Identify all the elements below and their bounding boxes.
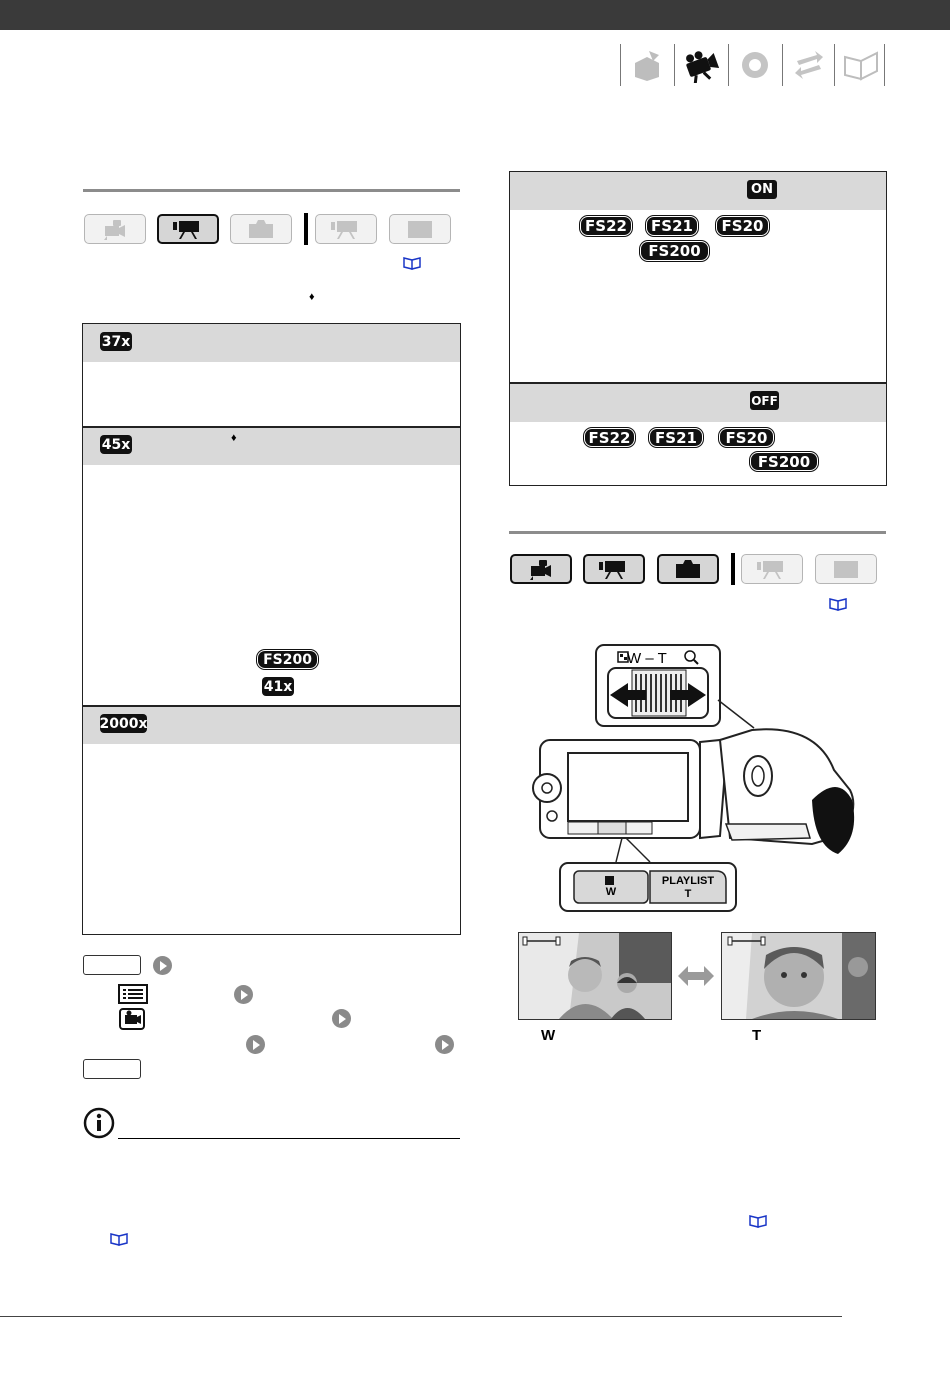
menu-list-icon [118,984,148,1004]
category-separator [834,44,835,86]
book-reference-icon[interactable] [110,1232,128,1246]
next-arrow-icon [234,985,253,1004]
photo-playback-icon [831,558,861,580]
badge-fs21: FS21 [650,429,702,446]
mode-separator [731,553,735,585]
note-rule [118,1138,460,1139]
top-bar [0,0,950,30]
mode-video-playback-button[interactable] [315,214,377,244]
next-arrow-icon [153,956,172,975]
badge-fs22: FS22 [581,217,631,235]
func-key-box[interactable] [83,955,141,975]
arrows-icon[interactable] [784,45,834,85]
camera-setup-icon [118,1007,146,1031]
camera-icon [673,558,703,580]
badge-on: ON [747,180,777,199]
mode-dual-shot-button[interactable] [510,554,572,584]
footer-rule [0,1316,842,1317]
mode-separator [304,213,308,245]
mode-photo-button[interactable] [230,214,292,244]
info-note-icon [82,1106,118,1142]
camcorder-illustration [520,640,860,915]
badge-fs200: FS200 [641,242,708,260]
camera-icon [246,218,276,240]
photo-camera-icon[interactable] [730,45,780,85]
badge-45x: 45x [101,436,131,453]
photo-playback-icon [405,218,435,240]
next-arrow-icon [332,1009,351,1028]
diamond-mark: ♦ [309,291,315,303]
section-rule-left [83,189,460,192]
book-reference-icon[interactable] [829,597,847,611]
mode-photo-button[interactable] [657,554,719,584]
category-separator [884,44,885,86]
wide-angle-photo [518,932,672,1020]
badge-41x: 41x [263,678,293,695]
func-key-box[interactable] [83,1059,141,1079]
badge-fs200: FS200 [751,453,817,470]
next-arrow-icon [246,1035,265,1054]
mode-photo-playback-button[interactable] [815,554,877,584]
movie-camera-icon[interactable] [676,45,726,85]
badge-fs20: FS20 [720,429,773,446]
dual-shot-icon [99,218,131,240]
box-intro-icon[interactable] [622,45,672,85]
section-rule-right [509,531,886,534]
double-arrow-icon [676,964,716,988]
badge-37x: 37x [101,333,131,350]
book-reference-icon[interactable] [749,1214,767,1228]
book-reference-icon[interactable] [403,256,421,270]
dual-shot-icon [525,558,557,580]
badge-fs22: FS22 [585,429,634,446]
badge-fs200: FS200 [258,651,317,668]
zoom-lever-label: W – T [627,650,667,667]
mode-dual-shot-button[interactable] [84,214,146,244]
badge-off: OFF [750,391,779,410]
category-separator [728,44,729,86]
badge-fs20: FS20 [717,217,768,235]
video-playback-icon [329,218,363,240]
mode-video-button[interactable] [583,554,645,584]
category-separator [782,44,783,86]
row-45x-header [83,428,460,465]
diamond-mark: ♦ [231,432,237,444]
video-playback-icon [755,558,789,580]
playlist-label: PLAYLIST [661,875,715,887]
telephoto-photo [721,932,876,1020]
book-icon[interactable] [836,45,886,85]
category-separator [620,44,621,86]
row-37x-header [83,324,460,362]
mode-video-playback-button[interactable] [741,554,803,584]
badge-2000x: 2000x [99,715,148,732]
row-off-header [510,384,886,422]
video-mode-icon [171,218,205,240]
mode-photo-playback-button[interactable] [389,214,451,244]
mode-video-button[interactable] [157,214,219,244]
wide-label: W [541,1027,556,1044]
video-mode-icon [597,558,631,580]
stop-w-label: W [605,886,617,898]
badge-fs21: FS21 [647,217,697,235]
category-separator [674,44,675,86]
digital-zoom-table [82,323,461,935]
next-arrow-icon [435,1035,454,1054]
row-on-header [510,172,886,210]
playlist-t-label: T [684,888,692,900]
tele-label: T [752,1027,762,1044]
